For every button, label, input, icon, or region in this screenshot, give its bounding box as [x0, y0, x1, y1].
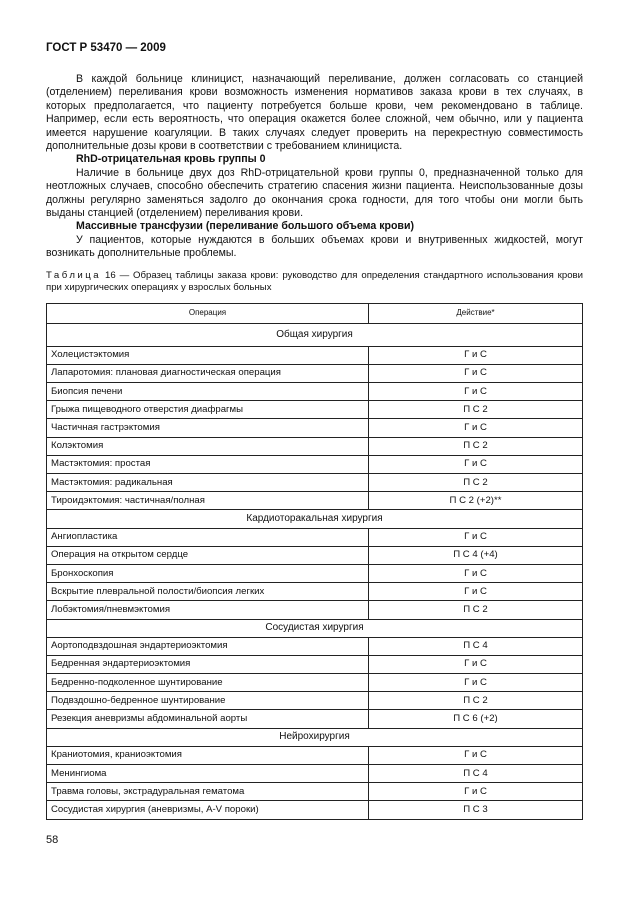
action-cell: П С 4 — [369, 637, 583, 655]
operation-cell: Вскрытие плевральной полости/биопсия легких — [47, 583, 369, 601]
table-caption — [46, 270, 583, 295]
table-section-row — [47, 510, 583, 528]
operation-cell: Краниотомия, краниоэктомия — [47, 746, 369, 764]
action-cell: П С 6 (+2) — [369, 710, 583, 728]
operation-cell: Холецистэктомия — [47, 346, 369, 364]
operation-cell: Сосудистая хирургия (аневризмы, A-V пороки) — [47, 801, 369, 819]
action-cell: Г и С — [369, 364, 583, 382]
action-cell: Г и С — [369, 655, 583, 673]
page-number: 58 — [46, 833, 59, 846]
action-cell: Г и С — [369, 455, 583, 473]
table-section-row — [47, 728, 583, 746]
operation-cell: Операция на открытом сердце — [47, 546, 369, 564]
action-cell: Г и С — [369, 674, 583, 692]
table-row — [47, 528, 583, 546]
operation-cell: Ангиопластика — [47, 528, 369, 546]
section-title: Общая хирургия — [47, 323, 583, 346]
action-cell: Г и С — [369, 564, 583, 582]
action-cell: Г и С — [369, 783, 583, 801]
table-row — [47, 455, 583, 473]
action-cell: П С 4 (+4) — [369, 546, 583, 564]
section-title: Нейрохирургия — [47, 728, 583, 746]
action-cell: Г и С — [369, 419, 583, 437]
action-cell: П С 2 — [369, 401, 583, 419]
table-row — [47, 437, 583, 455]
paragraph: В каждой больнице клиницист, назначающий переливание, должен согласовать со станцией (отделением) переливания крови возможность изменения нормативов заказа крови в тех случаях, в которых предполагается, что пациенту потребуется больше крови, чем рекомендовано в таблице. Например, если есть вероятность, что операция окажется более сложной, чем обычно, или у пациента имеется нарушение коагуляции. В таких случаях следует проверить на перекрестную совместимость дополнительные дозы крови в соответствии с требованием клинициста. — [46, 73, 583, 153]
document-header: ГОСТ Р 53470 — 2009 — [46, 42, 166, 54]
section-heading: RhD-отрицательная кровь группы 0 — [76, 153, 266, 166]
section-title: Сосудистая хирургия — [47, 619, 583, 637]
blood-order-table — [46, 303, 583, 820]
table-row — [47, 601, 583, 619]
table-row — [47, 419, 583, 437]
table-row — [47, 364, 583, 382]
operation-cell: Лобэктомия/пневмэктомия — [47, 601, 369, 619]
action-cell: П С 3 — [369, 801, 583, 819]
operation-cell: Грыжа пищеводного отверстия диафрагмы — [47, 401, 369, 419]
caption-label: Таблица — [46, 269, 102, 281]
action-cell: П С 2 (+2)** — [369, 492, 583, 510]
table-row — [47, 383, 583, 401]
operation-cell: Колэктомия — [47, 437, 369, 455]
action-cell: П С 2 — [369, 437, 583, 455]
operation-cell: Мастэктомия: радикальная — [47, 474, 369, 492]
table-section-row — [47, 323, 583, 346]
table-row — [47, 783, 583, 801]
action-cell: Г и С — [369, 383, 583, 401]
operation-cell: Травма головы, экстрадуральная гематома — [47, 783, 369, 801]
table-row — [47, 546, 583, 564]
caption-text: 16 — Образец таблицы заказа крови: руководство для определения стандартного использования крови при хирургических операциях у взрослых больных — [46, 269, 584, 294]
operation-cell: Бронхоскопия — [47, 564, 369, 582]
paragraph: Наличие в больнице двух доз RhD-отрицательной крови группы 0, предназначенной только для неотложных случаев, способно обеспечить стратегию спасения жизни пациента. Неиспользованные дозы должны регулярно заменяться задолго до окончания срока годности, для того чтобы они могли быть выданы станцией (отделением) переливания крови. — [46, 166, 583, 220]
table-row — [47, 346, 583, 364]
operation-cell: Частичная гастрэктомия — [47, 419, 369, 437]
operation-cell: Менингиома — [47, 765, 369, 783]
operation-cell: Аортоподвздошная эндартериоэктомия — [47, 637, 369, 655]
section-heading: Массивные трансфузии (переливание большого объема крови) — [76, 220, 414, 233]
table-row — [47, 637, 583, 655]
operation-cell: Биопсия печени — [47, 383, 369, 401]
action-cell: П С 2 — [369, 692, 583, 710]
table-row — [47, 492, 583, 510]
paragraph: У пациентов, которые нуждаются в больших объемах крови и внутривенных жидкостей, могут возникать дополнительные проблемы. — [46, 233, 583, 260]
section-title: Кардиоторакальная хирургия — [47, 510, 583, 528]
operation-cell: Резекция аневризмы абдоминальной аорты — [47, 710, 369, 728]
table-row — [47, 474, 583, 492]
table-section-row — [47, 619, 583, 637]
operation-cell: Лапаротомия: плановая диагностическая операция — [47, 364, 369, 382]
table-row — [47, 655, 583, 673]
operation-cell: Мастэктомия: простая — [47, 455, 369, 473]
table-row — [47, 674, 583, 692]
operation-cell: Тироидэктомия: частичная/полная — [47, 492, 369, 510]
operation-cell: Бедренная эндартериоэктомия — [47, 655, 369, 673]
action-cell: П С 2 — [369, 601, 583, 619]
table-row — [47, 710, 583, 728]
action-cell: П С 2 — [369, 474, 583, 492]
action-cell: Г и С — [369, 528, 583, 546]
table-row — [47, 583, 583, 601]
operation-cell: Подвздошно-бедренное шунтирование — [47, 692, 369, 710]
table-row — [47, 801, 583, 819]
column-header-operation: Операция — [47, 303, 369, 323]
table-row — [47, 401, 583, 419]
action-cell: П С 4 — [369, 765, 583, 783]
body-text — [46, 73, 583, 261]
operation-cell: Бедренно-подколенное шунтирование — [47, 674, 369, 692]
table-row — [47, 692, 583, 710]
action-cell: Г и С — [369, 746, 583, 764]
table-row — [47, 564, 583, 582]
column-header-action: Действие* — [369, 303, 583, 323]
table-header-row — [47, 303, 583, 323]
table-row — [47, 746, 583, 764]
action-cell: Г и С — [369, 583, 583, 601]
action-cell: Г и С — [369, 346, 583, 364]
table-row — [47, 765, 583, 783]
